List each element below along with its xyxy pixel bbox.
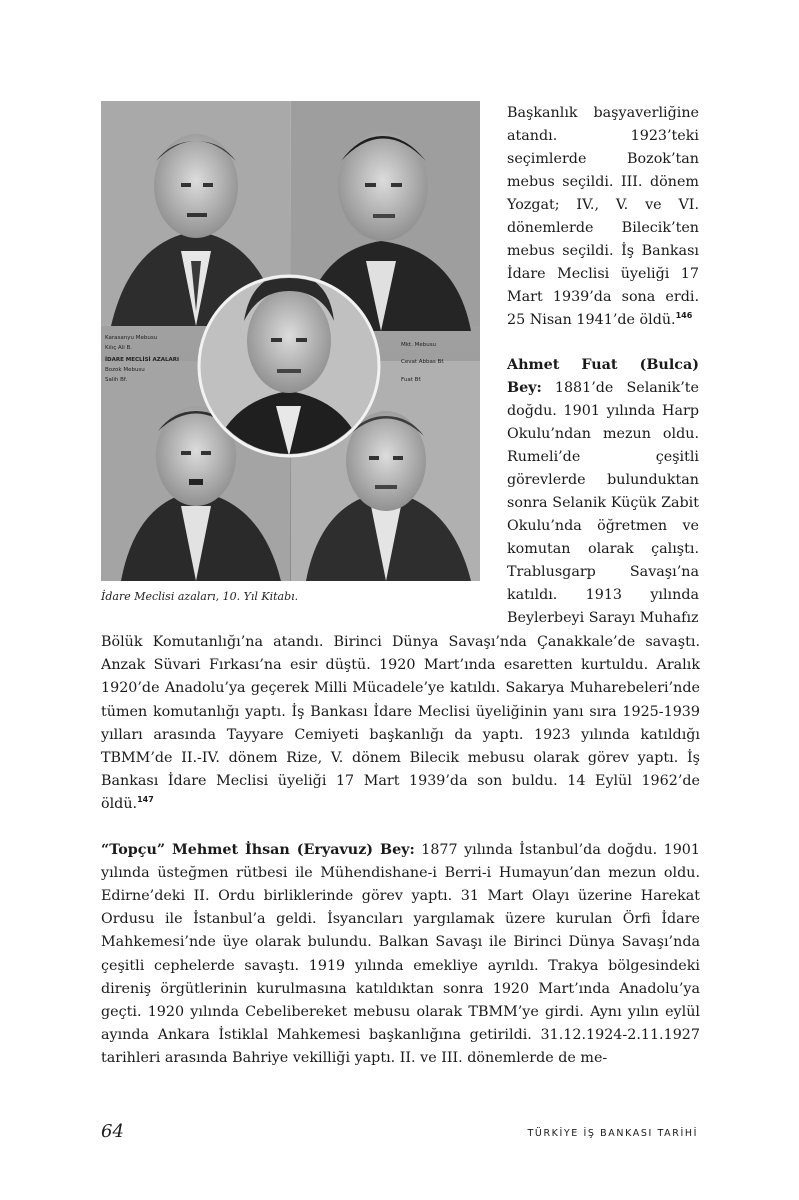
- label-left-5: Salih Bf.: [105, 377, 128, 383]
- right-column-text: [507, 102, 699, 630]
- paragraph-biography-end: Başkanlık başyaverliğine atandı. 1923’teki seçimlerde Bozok’tan mebus seçildi. III. dönem Yozgat; IV., V. ve VI. dönemlerde Bilecik’ten mebus seçildi. İş Bankası İdare Meclisi üyeliği 17 Mart 1939’da sona erdi. 25 Nisan 1941’de öldü.$^{146}$: [507, 105, 699, 328]
- photo-caption: İdare Meclisi azaları, 10. Yıl Kitabı.: [101, 590, 299, 603]
- full-width-text: [101, 631, 700, 1071]
- page-number: 64: [101, 1121, 124, 1142]
- label-left-1: Karasanyu Mebusu: [105, 335, 158, 341]
- paragraph-mehmet-ihsan: “Topçu” Mehmet İhsan (Eryavuz) Bey: 1877 yılında İstanbul’da doğdu. 1901 yılında üsteğmen rütbesi ile Mühendishane-i Berri-i Humayun’dan mezun oldu. Edirne’deki II. Ordu birliklerinde görev yaptı. 31 Mart Olayı üzerine Harekat Ordusu ile İstanbul’a geldi. İsyancıları yargılamak üzere kurulan Örfi İdare Mahkemesi’nde üye olarak bulundu. Balkan Savaşı ile Birinci Dünya Savaşı’nda çeşitli cephelerde savaştı. 1919 yılında emekliye ayrıldı. Trakya bölgesindeki direniş örgütlerinin kurulmasına katıldıktan sonra 1920 Mart’ında Anadolu’ya geçti. 1920 yılında Cebelibereket mebusu olarak TBMM’ye girdi. Aynı yılın eylül ayında Ankara İstiklal Mahkemesi başkanlığına getirildi. 31.12.1924-2.11.1927 tarihleri arasında Bahriye vekilliği yaptı. II. ve III. dönemlerde de me-: [101, 841, 700, 1067]
- paragraph-ahmet-fuat: Ahmet Fuat (Bulca) Bey: 1881’de Selanik’te doğdu. 1901 yılında Harp Okulu’ndan mezun oldu. Rumeli’de çeşitli görevlerde bulunduktan sonra Selanik Küçük Zabit Okulu’nda öğretmen ve komutan olarak çalıştı. Trablusgarp Savaşı’na katıldı. 1913 yılında Beylerbeyi Sarayı Muhafız: [507, 357, 699, 626]
- person-name-ahmet-fuat: Ahmet Fuat (Bulca) Bey:: [507, 357, 699, 396]
- label-right-1: Mkt. Mebusu: [401, 342, 437, 348]
- board-members-photo: [101, 101, 480, 581]
- label-left-3: İDARE MECLİSİ AZALARI: [105, 357, 180, 363]
- label-right-3: Fuat Bf.: [401, 377, 422, 383]
- paragraph-ahmet-fuat-continued: Bölük Komutanlığı’na atandı. Birinci Dünya Savaşı’nda Çanakkale’de savaştı. Anzak Süvari Fırkası’na esir düştü. 1920 Mart’ında esaretten kurtuldu. Aralık 1920’de Anadolu’ya geçerek Milli Mücadele’ye katıldı. Sakarya Muharebeleri’nde tümen komutanlığı yaptı. İş Bankası İdare Meclisi üyeliğinin yanı sıra 1925-1939 yılları arasında Tayyare Cemiyeti başkanlığı da yaptı. 1923 yılında katıldığı TBMM’de II.-IV. dönem Rize, V. dönem Bilecik mebusu olarak görev yaptı. İş Bankası İdare Meclisi üyeliği 17 Mart 1939’da son buldu. 14 Eylül 1962’de öldü.$^{147}$: [101, 634, 700, 813]
- label-left-4: Bozok Mebusu: [105, 367, 145, 373]
- footnote-ref-147: 147: [137, 795, 154, 805]
- footnote-ref-146: 146: [675, 311, 693, 320]
- person-name-mehmet-ihsan: “Topçu” Mehmet İhsan (Eryavuz) Bey:: [101, 841, 415, 858]
- running-footer-title: TÜRKİYE İŞ BANKASI TARİHİ: [527, 1128, 698, 1139]
- label-right-2: Cevat Abbas Bf.: [401, 359, 445, 365]
- label-left-2: Kılıç Ali B.: [105, 345, 133, 351]
